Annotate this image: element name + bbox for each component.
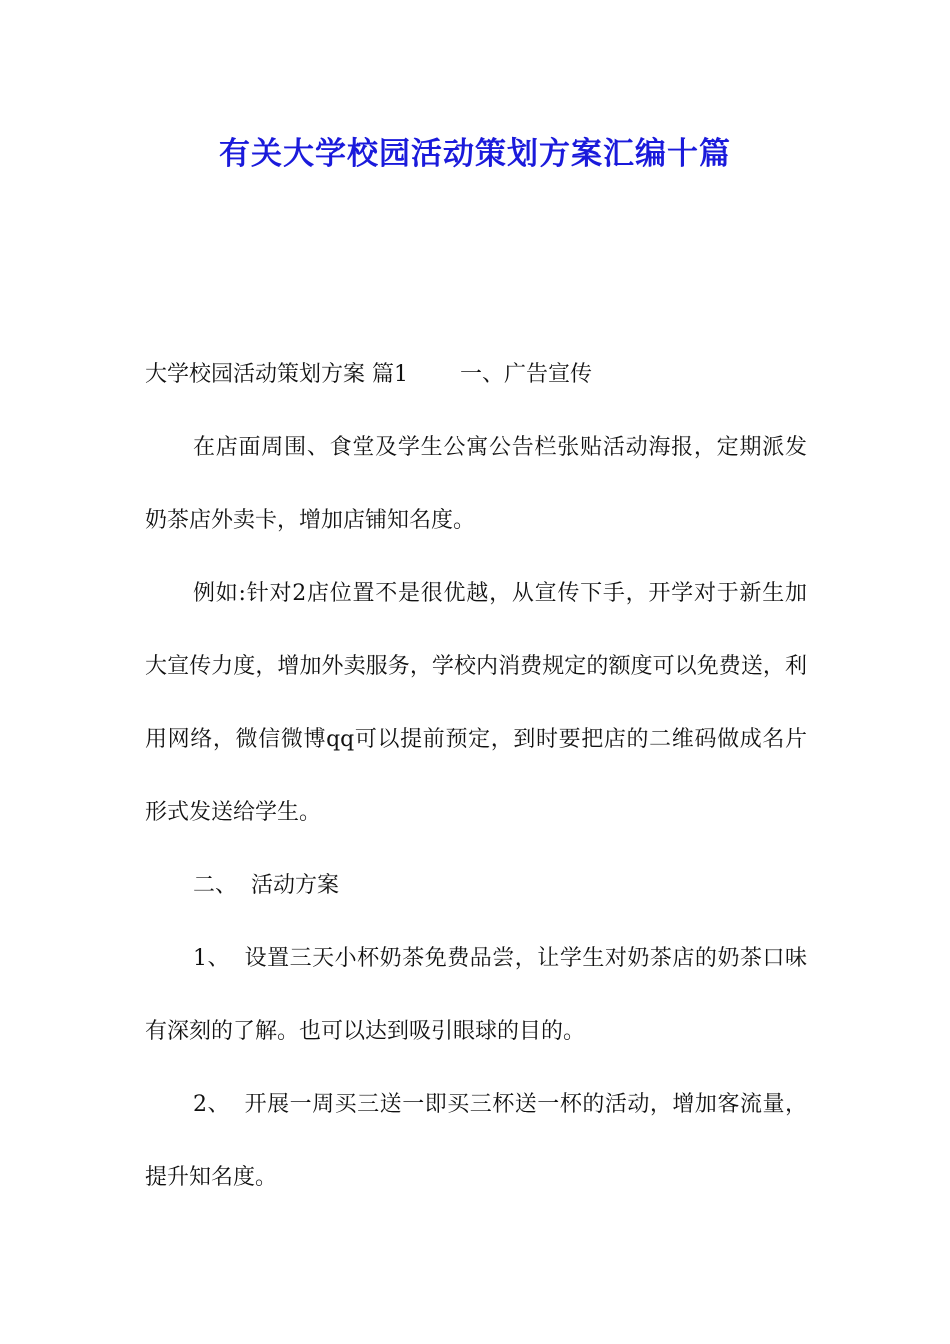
list-item-text: 设置三天小杯奶茶免费品尝，让学生对奶茶店的奶茶口味有深刻的了解。也可以达到吸引眼球的目的。 <box>145 946 807 1044</box>
section-heading: 大学校园活动策划方案 篇1 <box>145 362 408 387</box>
list-item <box>145 1068 807 1214</box>
heading-activity-plan <box>145 849 807 922</box>
list-item-text: 开展一周买三送一即买三杯送一杯的活动，增加客流量，提升知名度。 <box>145 1092 807 1190</box>
list-item-number: 1、 <box>193 946 231 971</box>
document-title: 有关大学校园活动策划方案汇编十篇 <box>219 136 731 172</box>
list-item-number: 2、 <box>193 1092 231 1117</box>
paragraph-example: 例如:针对2店位置不是很优越，从宣传下手，开学对于新生加大宣传力度，增加外卖服务，学校内消费规定的额度可以免费送，利用网络，微信微博qq可以提前预定，到时要把店的二维码做成名片形式发送给学生。 <box>145 581 807 825</box>
document-body <box>145 338 807 1214</box>
list-item <box>145 922 807 1068</box>
paragraph-advertising: 在店面周围、食堂及学生公寓公告栏张贴活动海报，定期派发奶茶店外卖卡，增加店铺知名度。 <box>145 435 807 533</box>
heading-activity-number: 二、 <box>193 873 238 898</box>
heading-activity-text: 活动方案 <box>251 873 340 898</box>
heading-advertising: 一、广告宣传 <box>460 362 593 387</box>
section-heading-line <box>145 338 807 411</box>
